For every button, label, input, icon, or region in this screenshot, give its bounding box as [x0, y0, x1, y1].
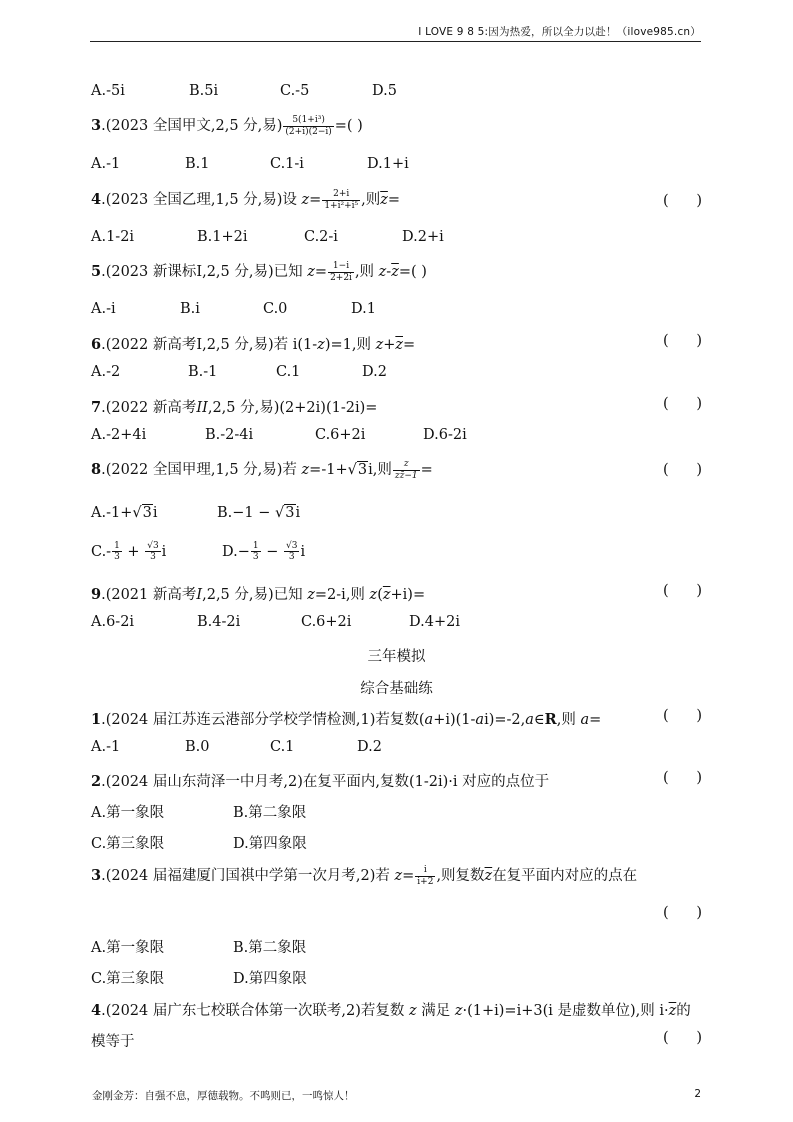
q3-number: 3 [91, 117, 102, 134]
q6-option-c: C.1 [276, 364, 301, 380]
q3-option-a: A.-1 [91, 156, 121, 172]
q2-option-d: D.5 [372, 83, 397, 99]
q9-option-c: C.6+2i [301, 614, 352, 630]
q8-option-a: A.-1+√3i [91, 505, 158, 521]
q3-option-c: C.1-i [270, 156, 304, 172]
q5-option-d: D.1 [351, 301, 376, 317]
q3-stem: 3.(2023 全国甲文,2,5 分,易) $\frac{\text{5(1+i³)}}{(2+i)(2-i)}$ =( ) [91, 115, 363, 137]
q9-option-b: B.4-2i [197, 614, 241, 630]
q8-option-c: C.- $\frac{1}{3}$ + $\frac{√3}{3}$ i [91, 541, 167, 563]
q9-option-a: A.6-2i [91, 614, 135, 630]
section-title: 三年模拟 [367, 649, 426, 665]
q8-fraction: $\frac{z}{zz̄-1}$ [394, 459, 418, 481]
m4-stem-line2: 模等于 [91, 1034, 135, 1050]
m3-fraction: $\frac{i}{i+2}$ [417, 865, 434, 887]
q2-option-a: A.-5i [91, 83, 125, 99]
q9-answer-paren: ( ) [663, 583, 702, 599]
m2-option-b: B.第二象限 [233, 805, 307, 821]
m1-option-a: A.-1 [91, 739, 121, 755]
section-subtitle: 综合基础练 [360, 681, 433, 697]
q7-stem: 7.(2022 新高考II,2,5 分,易)(2+2i)(1-2i)= [91, 399, 378, 416]
q5-option-a: A.-i [91, 301, 116, 317]
q4-option-b: B.1+2i [197, 229, 248, 245]
m1-option-b: B.0 [185, 739, 210, 755]
q9-stem: 9.(2021 新高考I,2,5 分,易)已知 z=2-i,则 $z(\overline{z}+i)=$ [91, 586, 426, 603]
q4-option-c: C.2-i [304, 229, 338, 245]
m4-answer-paren: ( ) [663, 1030, 702, 1046]
q5-number: 5 [91, 263, 102, 280]
q3-fraction: $\frac{\text{5(1+i³)}}{(2+i)(2-i)}$ [285, 115, 332, 137]
m2-option-d: D.第四象限 [233, 836, 307, 852]
m2-option-c: C.第三象限 [91, 836, 165, 852]
q5-option-b: B.i [180, 301, 200, 317]
m3-number: 3 [91, 867, 102, 884]
q2-option-b: B.5i [189, 83, 219, 99]
q7-answer-paren: ( ) [663, 396, 702, 412]
q3-option-b: B.1 [185, 156, 210, 172]
q7-option-d: D.6-2i [423, 427, 467, 443]
page-number: 2 [694, 1088, 701, 1100]
m3-stem: 3.(2024 届福建厦门国祺中学第一次月考,2)若 z= $\frac{i}{i+2}$ ,则复数$\overline{z}$在复平面内对应的点在 [91, 865, 638, 887]
m4-stem: 4.(2024 届广东七校联合体第一次联考,2)若复数 z 满足 z·(1+i)=i+3(i 是虚数单位),则 $i\cdot\overline{z}$的 [91, 1002, 691, 1019]
q4-option-d: D.2+i [402, 229, 444, 245]
m1-stem: 1.(2024 届江苏连云港部分学校学情检测,1)若复数(a+i)(1-ai)=-2,a∈R,则 a= [91, 711, 602, 728]
m1-option-c: C.1 [270, 739, 295, 755]
q4-option-a: A.1-2i [91, 229, 135, 245]
q8-answer-paren: ( ) [663, 462, 702, 478]
q6-stem: 6.(2022 新高考Ⅰ,2,5 分,易)若 i(1-z)=1,则 $z+\overline{z}=$ [91, 336, 416, 353]
q8-option-d: D.− $\frac{1}{3}$ − $\frac{√3}{3}$ i [222, 541, 306, 563]
q4-answer-paren: ( ) [663, 193, 702, 209]
q4-fraction: $\frac{2+i}{\text{1+i²+i⁵}}$ [324, 189, 359, 211]
q6-number: 6 [91, 336, 102, 353]
q4-stem: 4.(2023 全国乙理,1,5 分,易)设 z= $\frac{2+i}{\text{1+i²+i⁵}}$ ,则$\overline{z}=$ [91, 189, 401, 211]
m3-answer-paren: ( ) [663, 905, 702, 921]
q5-option-c: C.0 [263, 301, 288, 317]
q6-answer-paren: ( ) [663, 333, 702, 349]
q6-option-b: B.-1 [188, 364, 218, 380]
q8-number: 8 [91, 461, 102, 478]
q5-stem: 5.(2023 新课标Ⅰ,2,5 分,易)已知 z= $\frac{1-i}{2+2i}$ ,则 $z-\overline{z}=$( ) [91, 261, 427, 283]
m2-stem: 2.(2024 届山东菏泽一中月考,2)在复平面内,复数(1-2i)·i 对应的点位于 [91, 773, 550, 790]
m1-answer-paren: ( ) [663, 708, 702, 724]
page-header: I LOVE 9 8 5:因为热爱，所以全力以赴！（ilove985.cn） [418, 26, 701, 38]
q8-stem: 8.(2022 全国甲理,1,5 分,易)若 z=-1+√3i,则 $\frac{z}{zz̄-1}$ = [91, 459, 433, 481]
q7-option-c: C.6+2i [315, 427, 366, 443]
q8-sqrt: √3 [347, 462, 368, 478]
m2-option-a: A.第一象限 [91, 805, 165, 821]
m3-option-d: D.第四象限 [233, 971, 307, 987]
m1-number: 1 [91, 711, 102, 728]
q5-fraction: $\frac{1-i}{2+2i}$ [330, 261, 352, 283]
q9-number: 9 [91, 586, 102, 603]
m4-number: 4 [91, 1002, 102, 1019]
q9-option-d: D.4+2i [409, 614, 460, 630]
m2-number: 2 [91, 773, 102, 790]
m3-option-b: B.第二象限 [233, 940, 307, 956]
q6-option-d: D.2 [362, 364, 387, 380]
m3-option-a: A.第一象限 [91, 940, 165, 956]
q7-option-a: A.-2+4i [91, 427, 147, 443]
m1-option-d: D.2 [357, 739, 382, 755]
m3-option-c: C.第三象限 [91, 971, 165, 987]
q3-option-d: D.1+i [367, 156, 409, 172]
page-footer-motto: 金刚金芳：自强不息，厚德载物。不鸣则已，一鸣惊人！ [92, 1090, 355, 1102]
q4-number: 4 [91, 191, 102, 208]
q6-option-a: A.-2 [91, 364, 121, 380]
q7-option-b: B.-2-4i [205, 427, 254, 443]
q7-number: 7 [91, 399, 102, 416]
m2-answer-paren: ( ) [663, 770, 702, 786]
q2-option-c: C.-5 [280, 83, 310, 99]
q8-option-b: B.−1 − √3i [217, 505, 301, 521]
header-rule [90, 41, 701, 42]
